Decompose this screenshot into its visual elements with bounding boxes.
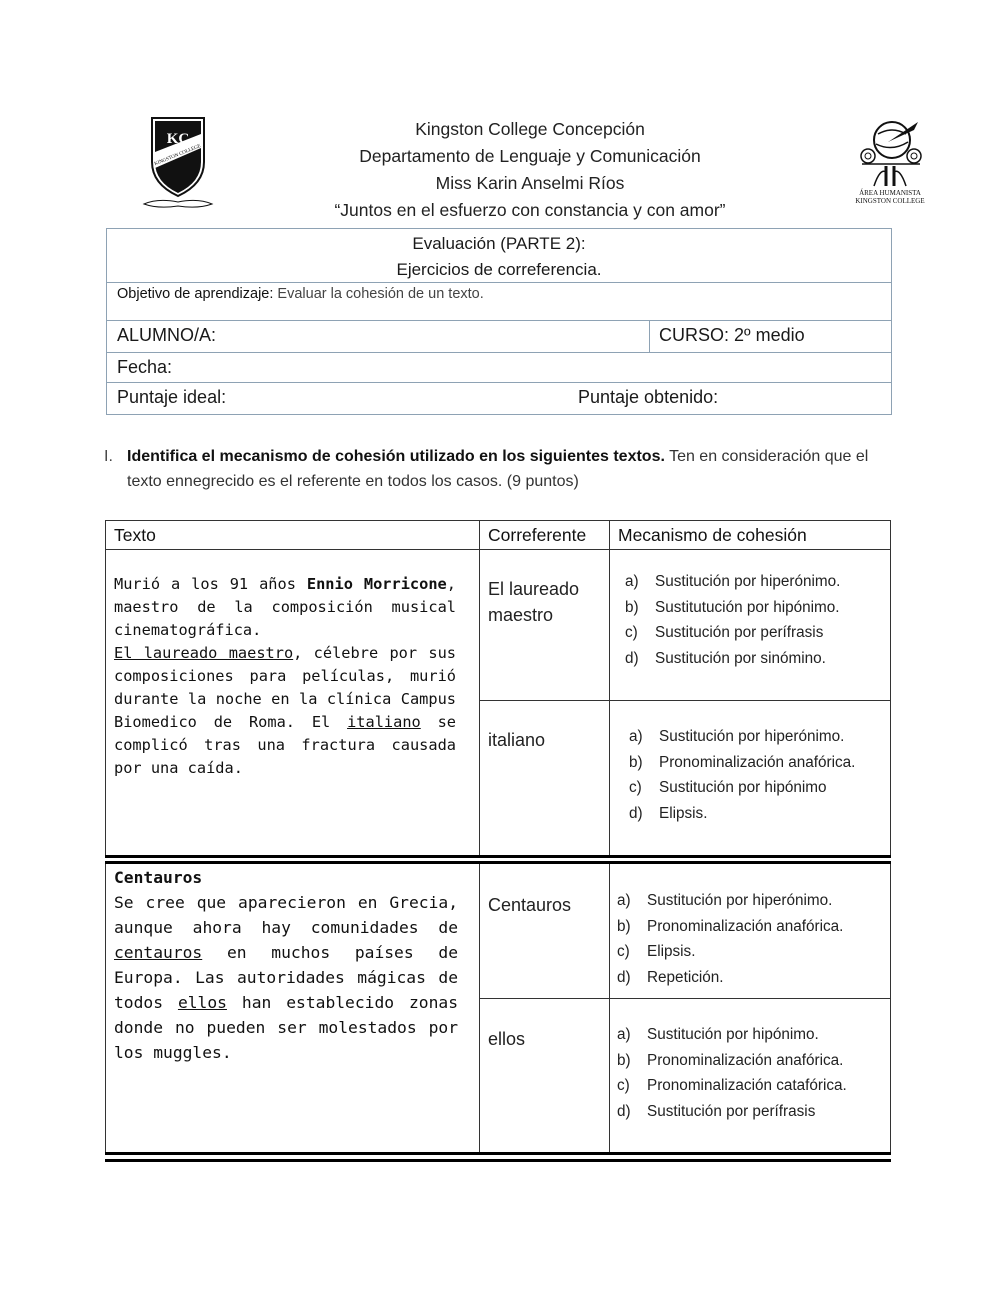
option-item[interactable] [629,724,855,750]
instruction-number: I. [104,448,113,465]
coreferent-cell: Centauros [488,895,572,915]
referent-bold: Ennio Morricone [306,575,447,593]
column-header-mechanism: Mecanismo de cohesión [618,525,807,545]
option-letter: a) [629,728,643,745]
obtained-score-field[interactable]: Puntaje obtenido: [578,387,719,407]
school-motto: “Juntos en el esfuerzo con constancia y con amor” [334,200,726,220]
coreferent-cell: El laureado maestro [488,579,580,625]
evaluation-title-line1: Evaluación (PARTE 2): [412,234,586,253]
option-letter: c) [629,779,642,797]
option-letter: c) [617,1077,630,1095]
section-divider [105,855,891,858]
student-row [107,321,891,353]
table-border [105,864,106,1154]
option-item[interactable] [617,965,843,991]
table-border [890,864,891,1154]
option-text: Elipsis. [659,804,708,822]
instruction-item [104,444,884,494]
header-divider [105,549,891,550]
school-header [280,116,780,224]
passage-centauros [114,865,458,1065]
option-text: Elipsis. [647,943,696,961]
column-divider [609,520,610,856]
student-field[interactable]: ALUMNO/A: [117,325,217,345]
option-text: Sustitución por hiperónimo. [655,573,841,590]
section-divider [105,861,891,864]
coreferent-underlined: centauros [114,943,203,962]
mechanism-options [617,888,843,990]
option-item[interactable] [629,775,855,801]
option-letter: d) [629,804,643,822]
option-item[interactable] [617,1048,847,1074]
evaluation-info-box [106,228,892,415]
school-name: Kingston College Concepción [415,119,645,139]
option-item[interactable] [617,888,843,914]
option-item[interactable] [625,646,840,672]
column-divider [479,864,480,1154]
option-text: Sustitución por hiperónimo. [647,892,833,909]
option-text: Sustitución por perífrasis [647,1102,816,1120]
option-text: Pronominalización anafórica. [647,917,844,935]
option-letter: a) [625,573,639,590]
option-item[interactable] [617,914,843,940]
option-letter: a) [617,892,631,909]
option-letter: b) [617,917,631,935]
coreferent-underlined: italiano [347,713,421,731]
passage-title: Centauros [114,868,203,887]
passage-text: en muchos países de Europa. Las autoridades mágicas de todos [114,943,458,1012]
section-divider [105,1159,891,1162]
option-letter: b) [617,1051,631,1069]
column-header-text: Texto [114,525,156,545]
option-item[interactable] [617,1073,847,1099]
coreferent-cell: ellos [488,1029,526,1049]
option-item[interactable] [625,620,840,646]
option-item[interactable] [629,750,855,776]
evaluation-title [107,229,891,283]
passage-text: , maestro de la composición musical cinematográfica. [114,575,456,639]
option-text: Sustitución por hipónimo [659,779,827,797]
option-text: Sustitución por hipónimo. [647,1026,819,1043]
option-letter: c) [625,624,638,642]
row-divider [479,998,891,999]
learning-objective [107,283,891,321]
area-humanista-logo [848,112,932,206]
department-name: Departamento de Lenguaje y Comunicación [359,146,701,166]
date-field[interactable] [107,353,891,383]
table-border [890,520,891,856]
option-letter: d) [617,1102,631,1120]
mechanism-options [625,569,840,671]
objective-label: Objetivo de aprendizaje: [117,286,274,302]
passage-text: Murió a los 91 años [114,575,307,593]
evaluation-title-line2: Ejercicios de correferencia. [396,260,602,279]
passage-text: , célebre por sus composiciones para películas, murió durante la noche en la clínica Campus Biomedico de Roma. El [114,644,457,731]
table-border [105,520,106,856]
svg-text:KINGSTON COLLEGE: KINGSTON COLLEGE [153,143,202,168]
option-item[interactable] [617,1022,847,1048]
mechanism-options [617,1022,847,1124]
svg-text:KC: KC [166,131,190,147]
option-text: Pronominalización anafórica. [659,753,856,771]
option-item[interactable] [629,801,855,827]
option-item[interactable] [625,595,840,621]
option-item[interactable] [617,1099,847,1125]
passage-morricone [114,573,456,780]
svg-text:ÁREA HUMANISTA: ÁREA HUMANISTA [859,189,921,197]
option-letter: d) [617,968,631,986]
column-divider [609,864,610,1154]
option-letter: c) [617,943,630,961]
option-text: Pronominalización anafórica. [647,1051,844,1069]
passage-text: han establecido zonas donde no pueden ser molestados por los muggles. [114,993,458,1062]
coreferent-cell: italiano [488,730,546,750]
option-text: Sustitución por hiperónimo. [659,728,845,745]
coreferent-underlined: ellos [177,993,227,1012]
option-letter: a) [617,1026,631,1043]
option-letter: d) [625,649,639,667]
option-item[interactable] [625,569,840,595]
kingston-college-shield-logo [138,112,218,212]
instruction-text: Ten en consideración que el texto ennegrecido es el referente en todos los casos. (9 puntos) [127,448,869,490]
date-label: Fecha: [117,357,173,377]
column-divider [479,520,480,856]
option-text: Pronominalización catafórica. [647,1077,847,1095]
coreferent-underlined: El laureado maestro [114,644,294,662]
option-letter: b) [625,598,639,616]
option-text: Repetición. [647,968,724,986]
teacher-name: Miss Karin Anselmi Ríos [435,173,625,193]
section-divider [105,1152,891,1155]
score-row [107,383,891,414]
ideal-score-field[interactable]: Puntaje ideal: [117,387,227,407]
objective-value: Evaluar la cohesión de un texto. [273,286,484,302]
mechanism-options [629,724,855,826]
option-text: Sustitución por sinómino. [655,649,826,667]
svg-text:KINGSTON COLLEGE: KINGSTON COLLEGE [855,197,925,205]
table-border [105,520,891,521]
option-item[interactable] [617,939,843,965]
instruction-bold-text: Identifica el mecanismo de cohesión utilizado en los siguientes textos. [127,448,665,465]
option-text: Sustitución por perífrasis [655,624,824,642]
passage-text: Se cree que aparecieron en Grecia, aunque ahora hay comunidades de [114,893,458,937]
option-letter: b) [629,753,643,771]
course-field: CURSO: 2º medio [649,321,805,352]
passage-text: se complicó tras una fractura causada por una caída. [114,713,456,777]
row-divider [479,700,891,701]
option-text: Sustitutución por hipónimo. [655,598,840,616]
column-header-coreferent: Correferente [488,525,587,545]
